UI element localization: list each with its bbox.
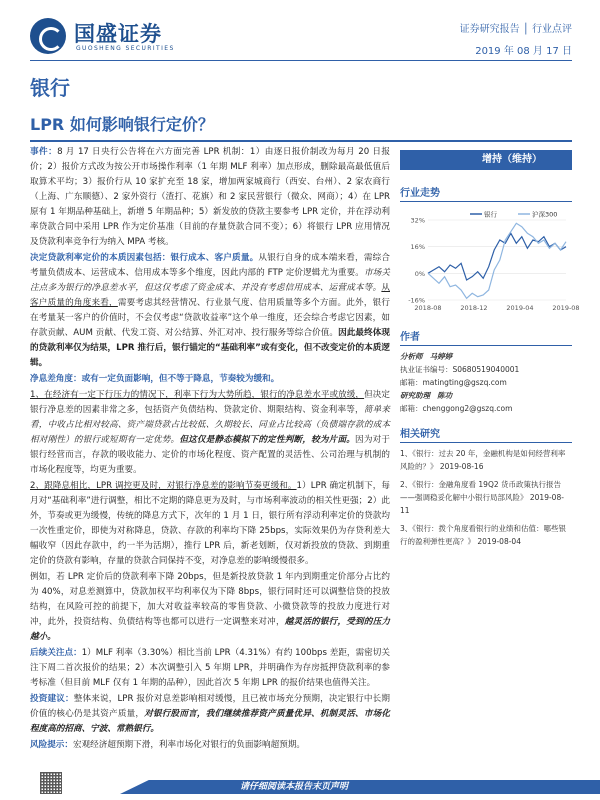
follow-text: 1）MLF 利率（3.30%）相比当前 LPR（4.31%）有约 100bps 差距，需密切关注下周二首次报价的结果；2）本次调整引入 5 年期 LPR，并明确作为存房抵押贷款利率的参考标准（但目前 MLF 仅有 1 年期的品种），因此首次 5 年期 LPR 的报价结果也值得关注。	[30, 648, 390, 688]
nim-2-b: 2）此外，节奏或更为缓慢，传统的降息方式下，次年的 1 月 1 日，银行所有浮动利率定价的贷款均一次性重定价，即使为对称降息，贷款、存款的利率均下降 25bps，实际效果仍为存贷利差大幅收窄（因此存款中，约一半为活期），推行 LPR 后，新老划断，仅对新投放的贷款、到期重定价的贷款有影响，存量的贷款合同保持不变，对净息差的影响缓慢很多。	[30, 496, 391, 566]
follow-label: 后续关注点：	[30, 648, 82, 658]
logo-icon	[30, 18, 66, 54]
nim-point-1	[30, 388, 390, 478]
related-item[interactable]: 1、《银行：过去 20 年，金融机构是如何经营利率风险的？》 2019-08-16	[400, 449, 566, 471]
nim-heading	[30, 372, 390, 387]
nim-2-bold: 越灵活的银行，受到的压力越小。	[30, 617, 390, 642]
factors-italic: 市场关注点多为银行的净息差水平，但这仅考虑了资金成本、并没有考虑信用成本、运营成本等。	[30, 268, 390, 293]
legend-label: 沪深300	[532, 210, 558, 219]
trend-chart-svg	[400, 208, 580, 318]
sidebar	[400, 150, 580, 553]
x-tick-label: 2019-08	[552, 304, 580, 312]
assistant-label: 研究助理	[400, 391, 430, 400]
factors-bold: 因此最终体现的贷款利率仅为结果，LPR 推行后，银行锚定的“基础利率”或有变化，但不改变定价的本质逻辑。	[30, 328, 390, 368]
report-date: 2019 年 08 月 17 日	[475, 46, 572, 57]
nim-1-tail: 因为对于银行经营而言，存款的吸收能力、定价的市场化程度、资产配置的灵活性、公司治理与机制的市场化程度等，均更为重要。	[30, 435, 390, 475]
invest-text: 整体来说，LPR 报价对息差影响相对缓慢，且已被市场充分预期，决定银行中长期价值的核心仍是其资产质量，	[30, 694, 390, 719]
nim-point-2	[30, 479, 390, 569]
logo-en: GUOSHENG SECURITIES	[76, 45, 175, 52]
header-divider	[30, 60, 572, 61]
x-tick-label: 2019-04	[506, 304, 534, 312]
nim-1-italic: 简单来看，中收占比相对较高、资产端贷款占比较低、久期较长、同业占比较高（负债端存款的成本相对刚性）的银行或短期有一定优势。	[30, 405, 390, 445]
x-tick-label: 2018-12	[460, 304, 488, 312]
related-item[interactable]: 3、《银行：拨个角度看银行的业绩和估值：哪些银行的盈利弹性更高？》 2019-08-04	[400, 524, 567, 546]
footer-disclaimer: 请仔细阅读本报告末页声明	[240, 782, 349, 792]
nim-point-2-example	[30, 570, 390, 645]
follow-paragraph	[30, 646, 390, 691]
author-block	[400, 350, 572, 415]
nim-1-underline: 1、在经济有一定下行压力的情况下，利率下行为大势所趋，银行的净息差水平或放缓，	[30, 390, 365, 400]
y-tick-label: -16%	[408, 296, 425, 305]
factors-paragraph	[30, 251, 390, 371]
series-line-0	[428, 233, 566, 280]
risk-label: 风险提示：	[30, 740, 73, 750]
event-text: 8 月 17 日央行公告将在六方面完善 LPR 机制：1）由逐日报价制改为每月 20 日报价；2）报价方式改为按公开市场操作利率（1 年期 MLF 利率）加点形成，删除最高最低值后取算术平均；3）报价行从 10 家扩充至 18 家，增加两家城商行（西安、台州）、2 家农商行（上海、广东顺德）、2 家外资行（渣打、花旗）和 2 家民营银行（微众、网商）；4）在 LPR 原有 1 年期品种基础上，新增 5 年期品种；5）新发放的贷款主要参考 LPR 定价，并在浮动利率贷款合同中采用 LPR 作为定价基准（目前的存量贷款合同不变）；6）将银行 LPR 应用情况及贷款利率竞争行为纳入 MPA 考核。	[30, 147, 390, 247]
related-item[interactable]: 2、《银行：金融角度看 19Q2 货币政策执行报告——强调稳妥化解中小银行局部风险》 2019-08-11	[400, 480, 564, 515]
logo-cn: 国盛证券	[74, 22, 162, 46]
assistant-line	[400, 389, 572, 402]
report-title: LPR 如何影响银行定价？	[30, 115, 214, 134]
page-header	[0, 0, 600, 70]
invest-label: 投资建议：	[30, 694, 74, 704]
author-title: 作者	[400, 328, 572, 346]
analyst-email: 邮箱：matingting@gszq.com	[400, 378, 507, 387]
qr-code-icon	[40, 772, 62, 794]
event-paragraph	[30, 145, 390, 250]
page-footer	[0, 770, 600, 800]
nim-2-underline: 2、跟降息相比，LPR 调控更及时，对银行净息差的影响节奏更缓和。	[30, 481, 297, 491]
assistant-name: 陈功	[437, 391, 453, 400]
invest-bold: 对银行股而言，我们继续推荐资产质量优异、机制灵活、市场化程度高的招商、宁波、常熟银行。	[30, 709, 390, 734]
footer-bar	[120, 780, 600, 794]
factors-text2: 需要考虑其经营情况、行业景气度、信用质量等多个方面。此外，银行在考量某一客户的价值时，不会仅考虑“贷款收益率”这个单一维度，还会综合考虑它因素，如存款贡献、AUM 贡献、代发工资、对公结算、外汇对冲、投行服务等综合价值。	[30, 298, 390, 338]
nim-1-bold-italic: 但这仅是静态模拟下的定性判断，较为片面。	[179, 435, 356, 445]
nim-1-text: 但决定银行净息差的因素非常之多，包括资产负债结构、贷款定价、期限结构、资金利率等，	[30, 390, 390, 415]
analyst-label: 分析师	[400, 352, 423, 361]
nim-label: 净息差角度：或有一定负面影响，但不等于降息，节奏较为缓和。	[30, 374, 280, 384]
analyst-line	[400, 350, 572, 363]
factors-underline: 从客户质量的角度来看，	[30, 283, 390, 308]
legend-label: 银行	[484, 210, 497, 219]
trend-chart	[400, 208, 580, 318]
sector-title: 银行	[30, 76, 70, 100]
factors-label: 决定贷款利率定价的本质因素包括：银行成本、客户质量。	[30, 253, 259, 263]
main-content	[30, 145, 390, 754]
analyst-cert: 执业证书编号：S0680519040001	[400, 365, 520, 374]
related-title: 相关研究	[400, 425, 572, 443]
risk-paragraph	[30, 738, 390, 753]
assistant-email: 邮箱：chenggong2@gszq.com	[400, 404, 513, 413]
rating-badge: 增持（维持）	[400, 150, 572, 170]
nim-2-a: 1）LPR 确定机制下，每月对“基础利率”进行调整，相比不定期的降息更为及时，与市场利率波动的相关性更强；	[30, 481, 390, 506]
risk-text: 宏观经济超预期下滑，利率市场化对银行的负面影响超预期。	[72, 740, 306, 750]
trend-title: 行业走势	[400, 184, 572, 202]
nim-2-c: 例如，若 LPR 定价后的贷款利率下降 20bps，但是新投放贷款 1 年内到期重定价部分占比约为 40%，对息差测算中，贷款加权平均利率仅为下降 8bps，银行同时还可以调整信贷的投放结构，在风险可控的前提下，加大对收益率较高的零售贷款、小微贷款等的投放力度进行对冲，此外，投资结构、负债结构等也都可以进行一定调整来对冲，	[30, 572, 390, 627]
title-divider	[30, 140, 572, 142]
report-type: 证券研究报告 │ 行业点评	[459, 24, 572, 35]
analyst-name: 马婷婷	[429, 352, 453, 361]
event-label: 事件：	[30, 147, 58, 157]
invest-paragraph	[30, 692, 390, 737]
series-line-1	[428, 223, 566, 298]
related-list	[400, 447, 572, 548]
y-tick-label: 32%	[410, 216, 425, 225]
y-tick-label: 0%	[414, 269, 425, 278]
y-tick-label: 16%	[410, 243, 425, 252]
x-tick-label: 2018-08	[414, 304, 442, 312]
company-logo	[30, 18, 230, 58]
factors-text1: 从银行自身的成本端来看，需综合考量负债成本、运营成本、信用成本等多个维度，因此内部的 FTP 定价逻辑尤为重要。	[30, 253, 390, 278]
